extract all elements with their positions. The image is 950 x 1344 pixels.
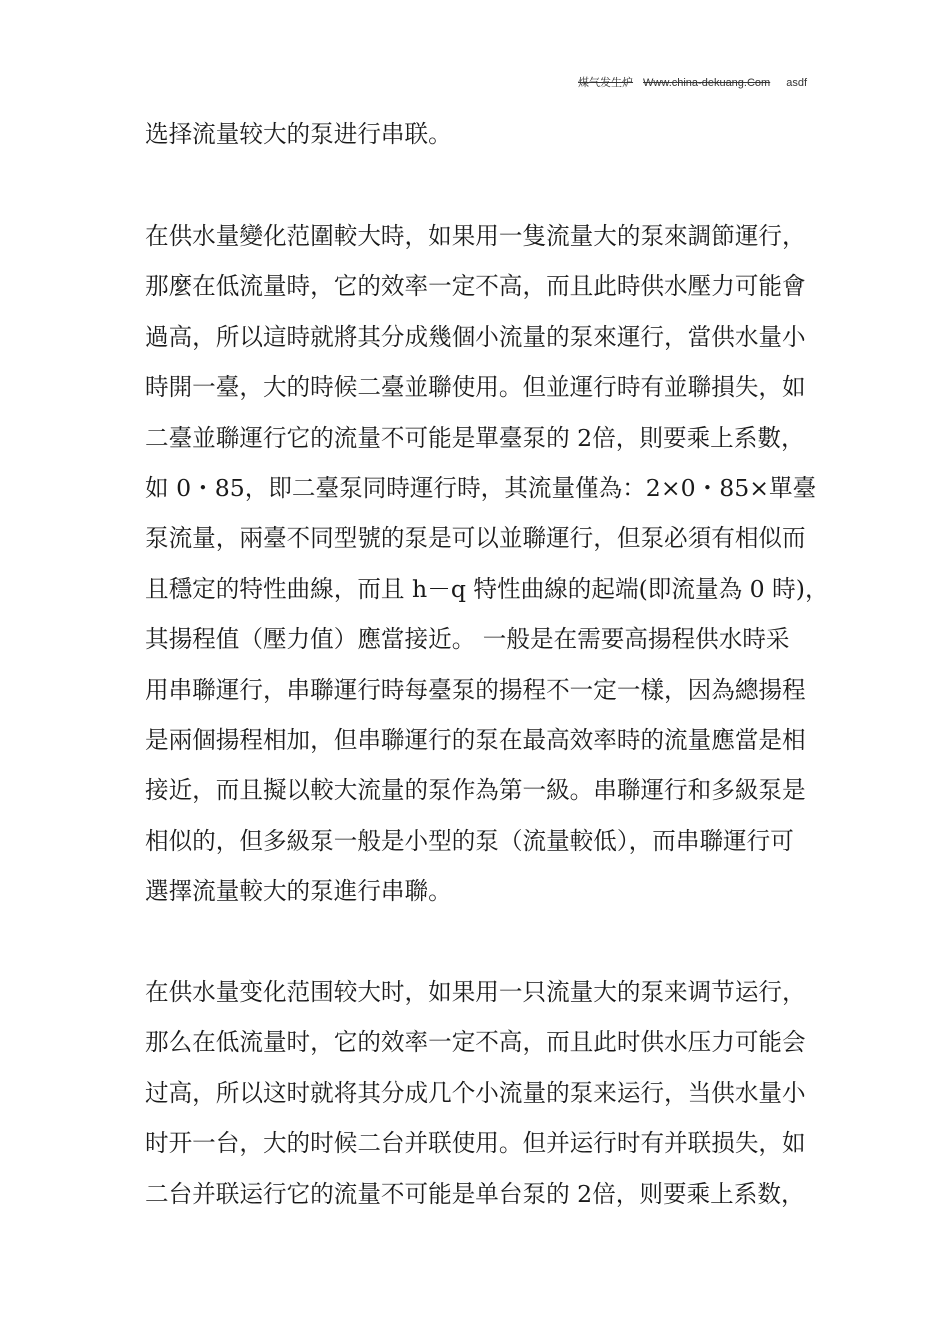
text-line: 過高，所以這時就將其分成幾個小流量的泵來運行，當供水量小 bbox=[145, 322, 806, 351]
paragraph-2 bbox=[145, 218, 829, 910]
text-line: 如 0・85，即二臺泵同時運行時，其流量僅為：2×0・85×單臺 bbox=[145, 473, 817, 502]
text-line: 在供水量變化范圍較大時，如果用一隻流量大的泵來調節運行， bbox=[145, 221, 806, 250]
text-line: 其揚程值（壓力值）應當接近。 一般是在需要高揚程供水時采 bbox=[145, 625, 790, 654]
text-line: 在供水量变化范围较大时，如果用一只流量大的泵来调节运行， bbox=[145, 978, 806, 1007]
header-site-name: 煤气发生炉 bbox=[578, 77, 634, 89]
text-line: 相似的，但多級泵一般是小型的泵（流量較低），而串聯運行可 bbox=[145, 826, 794, 855]
text-line: 那麼在低流量時，它的效率一定不高，而且此時供水壓力可能會 bbox=[145, 272, 806, 301]
text-line: 时开一台，大的时候二台并联使用。但并运行时有并联损失，如 bbox=[145, 1129, 806, 1158]
page-header bbox=[578, 74, 807, 90]
text-line: 時開一臺，大的時候二臺並聯使用。但並運行時有並聯損失，如 bbox=[145, 373, 806, 402]
text-line: 且穩定的特性曲線，而且 h－q 特性曲線的起端(即流量為 0 時)， bbox=[145, 574, 829, 603]
text-line: 二台并联运行它的流量不可能是单台泵的 2倍，则要乘上系数， bbox=[145, 1179, 805, 1208]
text-line: 选择流量较大的泵进行串联。 bbox=[145, 120, 452, 148]
text-line: 用串聯運行，串聯運行時每臺泵的揚程不一定一樣，因為總揚程 bbox=[145, 675, 806, 704]
text-line: 过高，所以这时就将其分成几个小流量的泵来运行，当供水量小 bbox=[145, 1078, 806, 1107]
document-body bbox=[145, 116, 829, 1226]
text-line: 選擇流量較大的泵進行串聯。 bbox=[145, 877, 452, 906]
paragraph-1 bbox=[145, 116, 809, 153]
paragraph-3 bbox=[145, 974, 809, 1213]
text-line: 接近，而且擬以較大流量的泵作為第一級。串聯運行和多級泵是 bbox=[145, 776, 806, 805]
text-line: 泵流量，兩臺不同型號的泵是可以並聯運行，但泵必須有相似而 bbox=[145, 524, 806, 553]
header-url: Www.china-dekuang.Com bbox=[643, 77, 771, 89]
text-line: 那么在低流量时，它的效率一定不高，而且此时供水压力可能会 bbox=[145, 1028, 806, 1057]
text-line: 二臺並聯運行它的流量不可能是單臺泵的 2倍，則要乘上系數， bbox=[145, 423, 805, 452]
header-suffix: asdf bbox=[786, 77, 807, 89]
text-line: 是兩個揚程相加，但串聯運行的泵在最高效率時的流量應當是相 bbox=[145, 725, 806, 754]
